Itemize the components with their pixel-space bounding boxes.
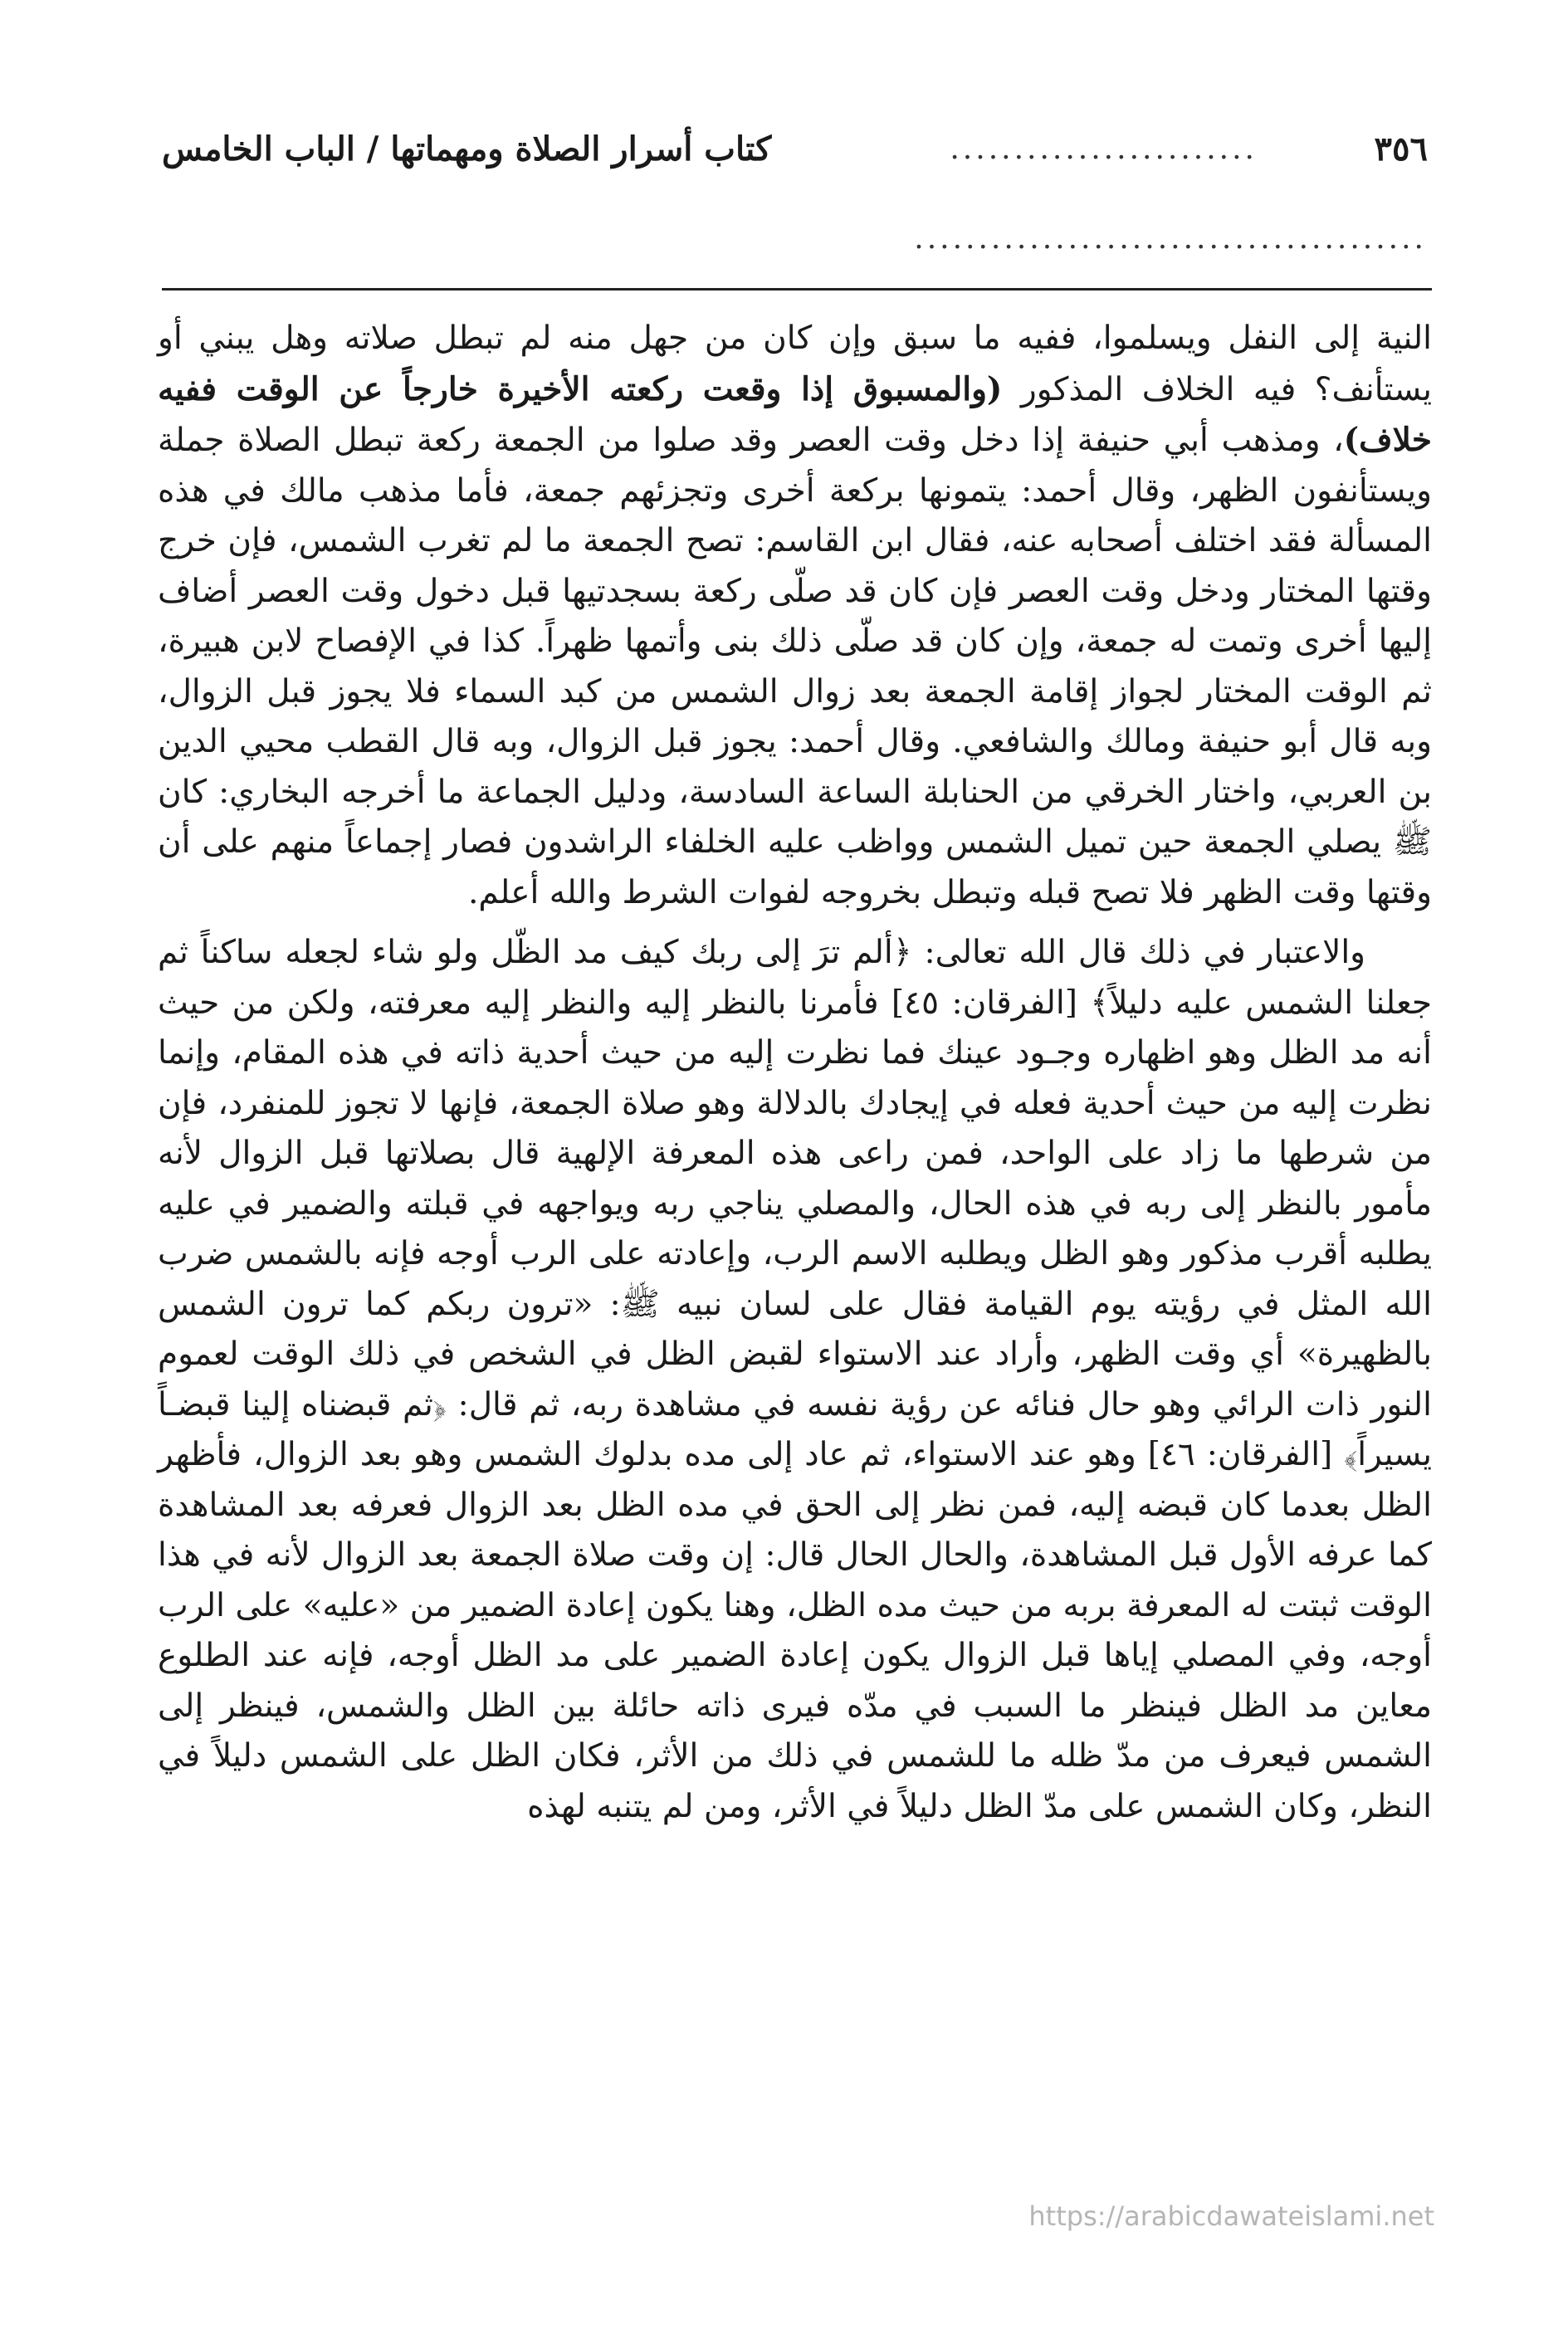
paragraph-1-text-b: ، ومذهب أبي حنيفة إذا دخل وقت العصر وقد صلوا من الجمعة ركعة تبطل الصلاة جملة ويستأنفون الظهر، وقال أحمد: يتمونها بركعة أخرى وتجزئهم جمعة، فأما مذهب مالك في هذه المسألة فقد اختلف أصحابه عنه، فقال ابن القاسم: تصح الجمعة ما لم تغرب الشمس، فإن خرج وقتها المختار ودخل وقت العصر فإن كان قد صلّى ركعة بسجدتيها قبل دخول وقت العصر أضاف إليها أخرى وتمت له جمعة، وإن كان قد صلّى ذلك بنى وأتمها ظهراً. كذا في الإفصاح لابن هبيرة، ثم الوقت المختار لجواز إقامة الجمعة بعد زوال الشمس من كبد السماء فلا يجوز قبل الزوال، وبه قال أبو حنيفة ومالك والشافعي. وقال أحمد: يجوز قبل الزوال، وبه قال القطب محيي الدين بن العربي، واختار الخرقي من الحنابلة الساعة السادسة، ودليل الجماعة ما أخرجه البخاري: كان ﷺ يصلي الجمعة حين تميل الشمس وواظب عليه الخلفاء الراشدون فصار إجماعاً منهم على أن وقتها وقت الظهر فلا تصح قبله وتبطل بخروجه لفوات الشرط والله أعلم. [158,422,1432,911]
paragraph-1-bold-phrase: (والمسبوق إذا وقعت ركعته الأخيرة خارجاً عن الوقت ففيه خلاف) [158,369,1432,459]
page-header [162,125,1428,174]
paragraph-1 [158,314,1432,918]
subheader-leader-dots: ........................................ [914,222,1427,256]
paragraph-2 [158,928,1432,1832]
watermark-url: https://arabicdawateislami.net [1028,2200,1434,2232]
page-number: ٣٥٦ [1374,129,1428,168]
paragraph-1-text-a: النية إلى النفل ويسلموا، ففيه ما سبق وإن كان من جهل منه لم تبطل صلاته وهل يبني أو يستأنف؟ فيه الخلاف المذكور [158,320,1432,408]
running-title: كتاب أسرار الصلاة ومهماتها / الباب الخامس [162,129,772,168]
main-text [158,314,1432,1832]
paragraph-2-text: والاعتبار في ذلك قال الله تعالى: ﴿ألم ترَ إلى ربك كيف مد الظّل ولو شاء لجعله ساكناً ثم جعلنا الشمس عليه دليلاً﴾ [الفرقان: ٤٥] فأمرنا بالنظر إليه والنظر إليه معرفته، ولكن من حيث أنه مد الظل وهو اظهاره وجـود عينك فما نظرت إليه من حيث أحدية ذاته في هذه المقام، وإنما نظرت إليه من حيث أحدية فعله في إيجادك بالدلالة وهو صلاة الجمعة، فإنها لا تجوز للمنفرد، فإن من شرطها ما زاد على الواحد، فمن راعى هذه المعرفة الإلهية قال بصلاتها قبل الزوال لأنه مأمور بالنظر إلى ربه في هذه الحال، والمصلي يناجي ربه ويواجهه في قبلته والضمير في عليه يطلبه أقرب مذكور وهو الظل ويطلبه الاسم الرب، وإعادته على الرب أوجه فإنه بالشمس ضرب الله المثل في رؤيته يوم القيامة فقال على لسان نبيه ﷺ: «ترون ربكم كما ترون الشمس بالظهيرة» أي وقت الظهر، وأراد عند الاستواء لقبض الظل في الشخص في ذلك الوقت لعموم النور ذات الرائي وهو حال فنائه عن رؤية نفسه في مشاهدة ربه، ثم قال: ﴿ثم قبضناه إلينا قبضـاً يسيراً﴾ [الفرقان: ٤٦] وهو عند الاستواء، ثم عاد إلى مده بدلوك الشمس وهو بعد الزوال، فأظهر الظل بعدما كان قبضه إليه، فمن نظر إلى الحق في مده الظل بعد الزوال فعرفه بعد المشاهدة كما عرفه الأول قبل المشاهدة، والحال الحال قال: إن وقت صلاة الجمعة بعد الزوال لأنه في هذا الوقت ثبتت له المعرفة بربه من حيث مده الظل، وهنا يكون إعادة الضمير من «عليه» على الرب أوجه، وفي المصلي إياها قبل الزوال يكون إعادة الضمير على مد الظل أوجه، فإنه عند الطلوع معاين مد الظل فينظر ما السبب في مدّه فيرى ذاته حائلة بين الظل والشمس، فينظر إلى الشمس فيعرف من مدّ ظله ما للشمس في ذلك من الأثر، فكان الظل على الشمس دليلاً في النظر، وكان الشمس على مدّ الظل دليلاً في الأثر، ومن لم يتنبه لهذه [158,934,1432,1825]
header-leader-dots: ........................ [950,132,1258,166]
header-rule [162,288,1432,291]
